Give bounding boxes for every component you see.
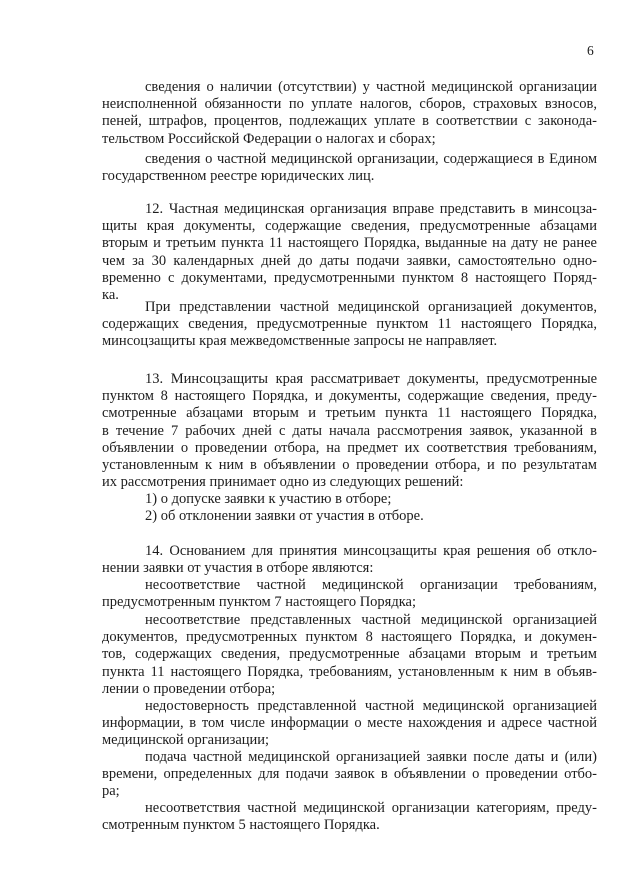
paragraph-line: документов, предусмотренных пунктом 8 настоящего Порядка, и докумен-	[102, 629, 597, 645]
paragraph-line: минсоцзащиты края межведомственные запросы не направляет.	[102, 333, 498, 349]
paragraph-line: объявлении о проведении отбора, на предмет их соответствия требованиям,	[102, 440, 597, 456]
paragraph-first-line: недостоверность представленной частной медицинской организацией	[145, 698, 597, 714]
paragraph-line: щиты края документы, содержащие сведения, предусмотренные абзацами	[102, 218, 597, 234]
paragraph-first-line: 13. Минсоцзащиты края рассматривает документы, предусмотренные	[145, 371, 597, 387]
paragraph-first-line: подача частной медицинской организацией заявки после даты и (или)	[145, 749, 597, 765]
page-number: 6	[587, 43, 594, 58]
paragraph-first-line: 12. Частная медицинская организация вправе представить в минсоцза-	[145, 201, 597, 217]
paragraph-line: временно с документами, предусмотренными пунктом 8 настоящего Поряд-	[102, 270, 597, 286]
paragraph-line: нении заявки от участия в отборе являются:	[102, 560, 374, 576]
paragraph-line: лении о проведении отбора;	[102, 681, 276, 697]
paragraph-line: медицинской организации;	[102, 732, 270, 748]
paragraph-line: в течение 7 рабочих дней с даты начала рассмотрения заявок, указанной в	[102, 423, 597, 439]
paragraph-line: тельством Российской Федерации о налогах и сборах;	[102, 131, 436, 147]
paragraph-line: государственном реестре юридических лиц.	[102, 168, 375, 184]
paragraph-line: вторым и третьим пункта 11 настоящего Порядка, выданные на дату не ранее	[102, 235, 597, 251]
paragraph-line: тов, содержащих сведения, предусмотренные абзацами вторым и третьим	[102, 646, 597, 662]
paragraph-line: чем за 30 календарных дней до даты подачи заявки, самостоятельно одно-	[102, 253, 597, 269]
paragraph-line: ра;	[102, 783, 120, 799]
paragraph-line: времени, определенных для подачи заявок в объявлении о проведении отбо-	[102, 766, 597, 782]
paragraph-first-line: несоответствия частной медицинской организации категориям, преду-	[145, 800, 597, 816]
paragraph-line: установленным к ним в объявлении о проведении отбора, и по результатам	[102, 457, 597, 473]
paragraph-line: пеней, штрафов, процентов, подлежащих уплате в соответствии с законода-	[102, 113, 597, 129]
paragraph-line: содержащих сведения, предусмотренные пунктом 11 настоящего Порядка,	[102, 316, 597, 332]
paragraph-line: информации, в том числе информации о месте нахождения и адресе частной	[102, 715, 597, 731]
paragraph-line: их рассмотрения принимает одно из следующих решений:	[102, 474, 464, 490]
paragraph-line: неисполненной обязанности по уплате налогов, сборов, страховых взносов,	[102, 96, 597, 112]
paragraph-first-line: При представлении частной медицинской организацией документов,	[145, 299, 597, 315]
paragraph-first-line: несоответствие частной медицинской организации требованиям,	[145, 577, 597, 593]
paragraph-line: смотренным пунктом 5 настоящего Порядка.	[102, 817, 380, 833]
paragraph-first-line: сведения о частной медицинской организации, содержащиеся в Едином	[145, 151, 597, 167]
paragraph-line: смотренные абзацами вторым и третьим пункта 11 настоящего Порядка,	[102, 405, 597, 421]
paragraph-line: пункта 11 настоящего Порядка, требованиям, установленным к ним в объяв-	[102, 664, 597, 680]
paragraph-first-line: 14. Основанием для принятия минсоцзащиты края решения об откло-	[145, 543, 597, 559]
paragraph-line: предусмотренным пунктом 7 настоящего Порядка;	[102, 594, 417, 610]
paragraph-line: ка.	[102, 287, 119, 303]
paragraph-first-line: сведения о наличии (отсутствии) у частной медицинской организации	[145, 79, 597, 95]
paragraph-first-line: 2) об отклонении заявки от участия в отборе.	[145, 508, 424, 524]
paragraph-first-line: 1) о допуске заявки к участию в отборе;	[145, 491, 392, 507]
paragraph-line: пунктом 8 настоящего Порядка, и документы, содержащие сведения, преду-	[102, 388, 597, 404]
paragraph-first-line: несоответствие представленных частной медицинской организацией	[145, 612, 597, 628]
